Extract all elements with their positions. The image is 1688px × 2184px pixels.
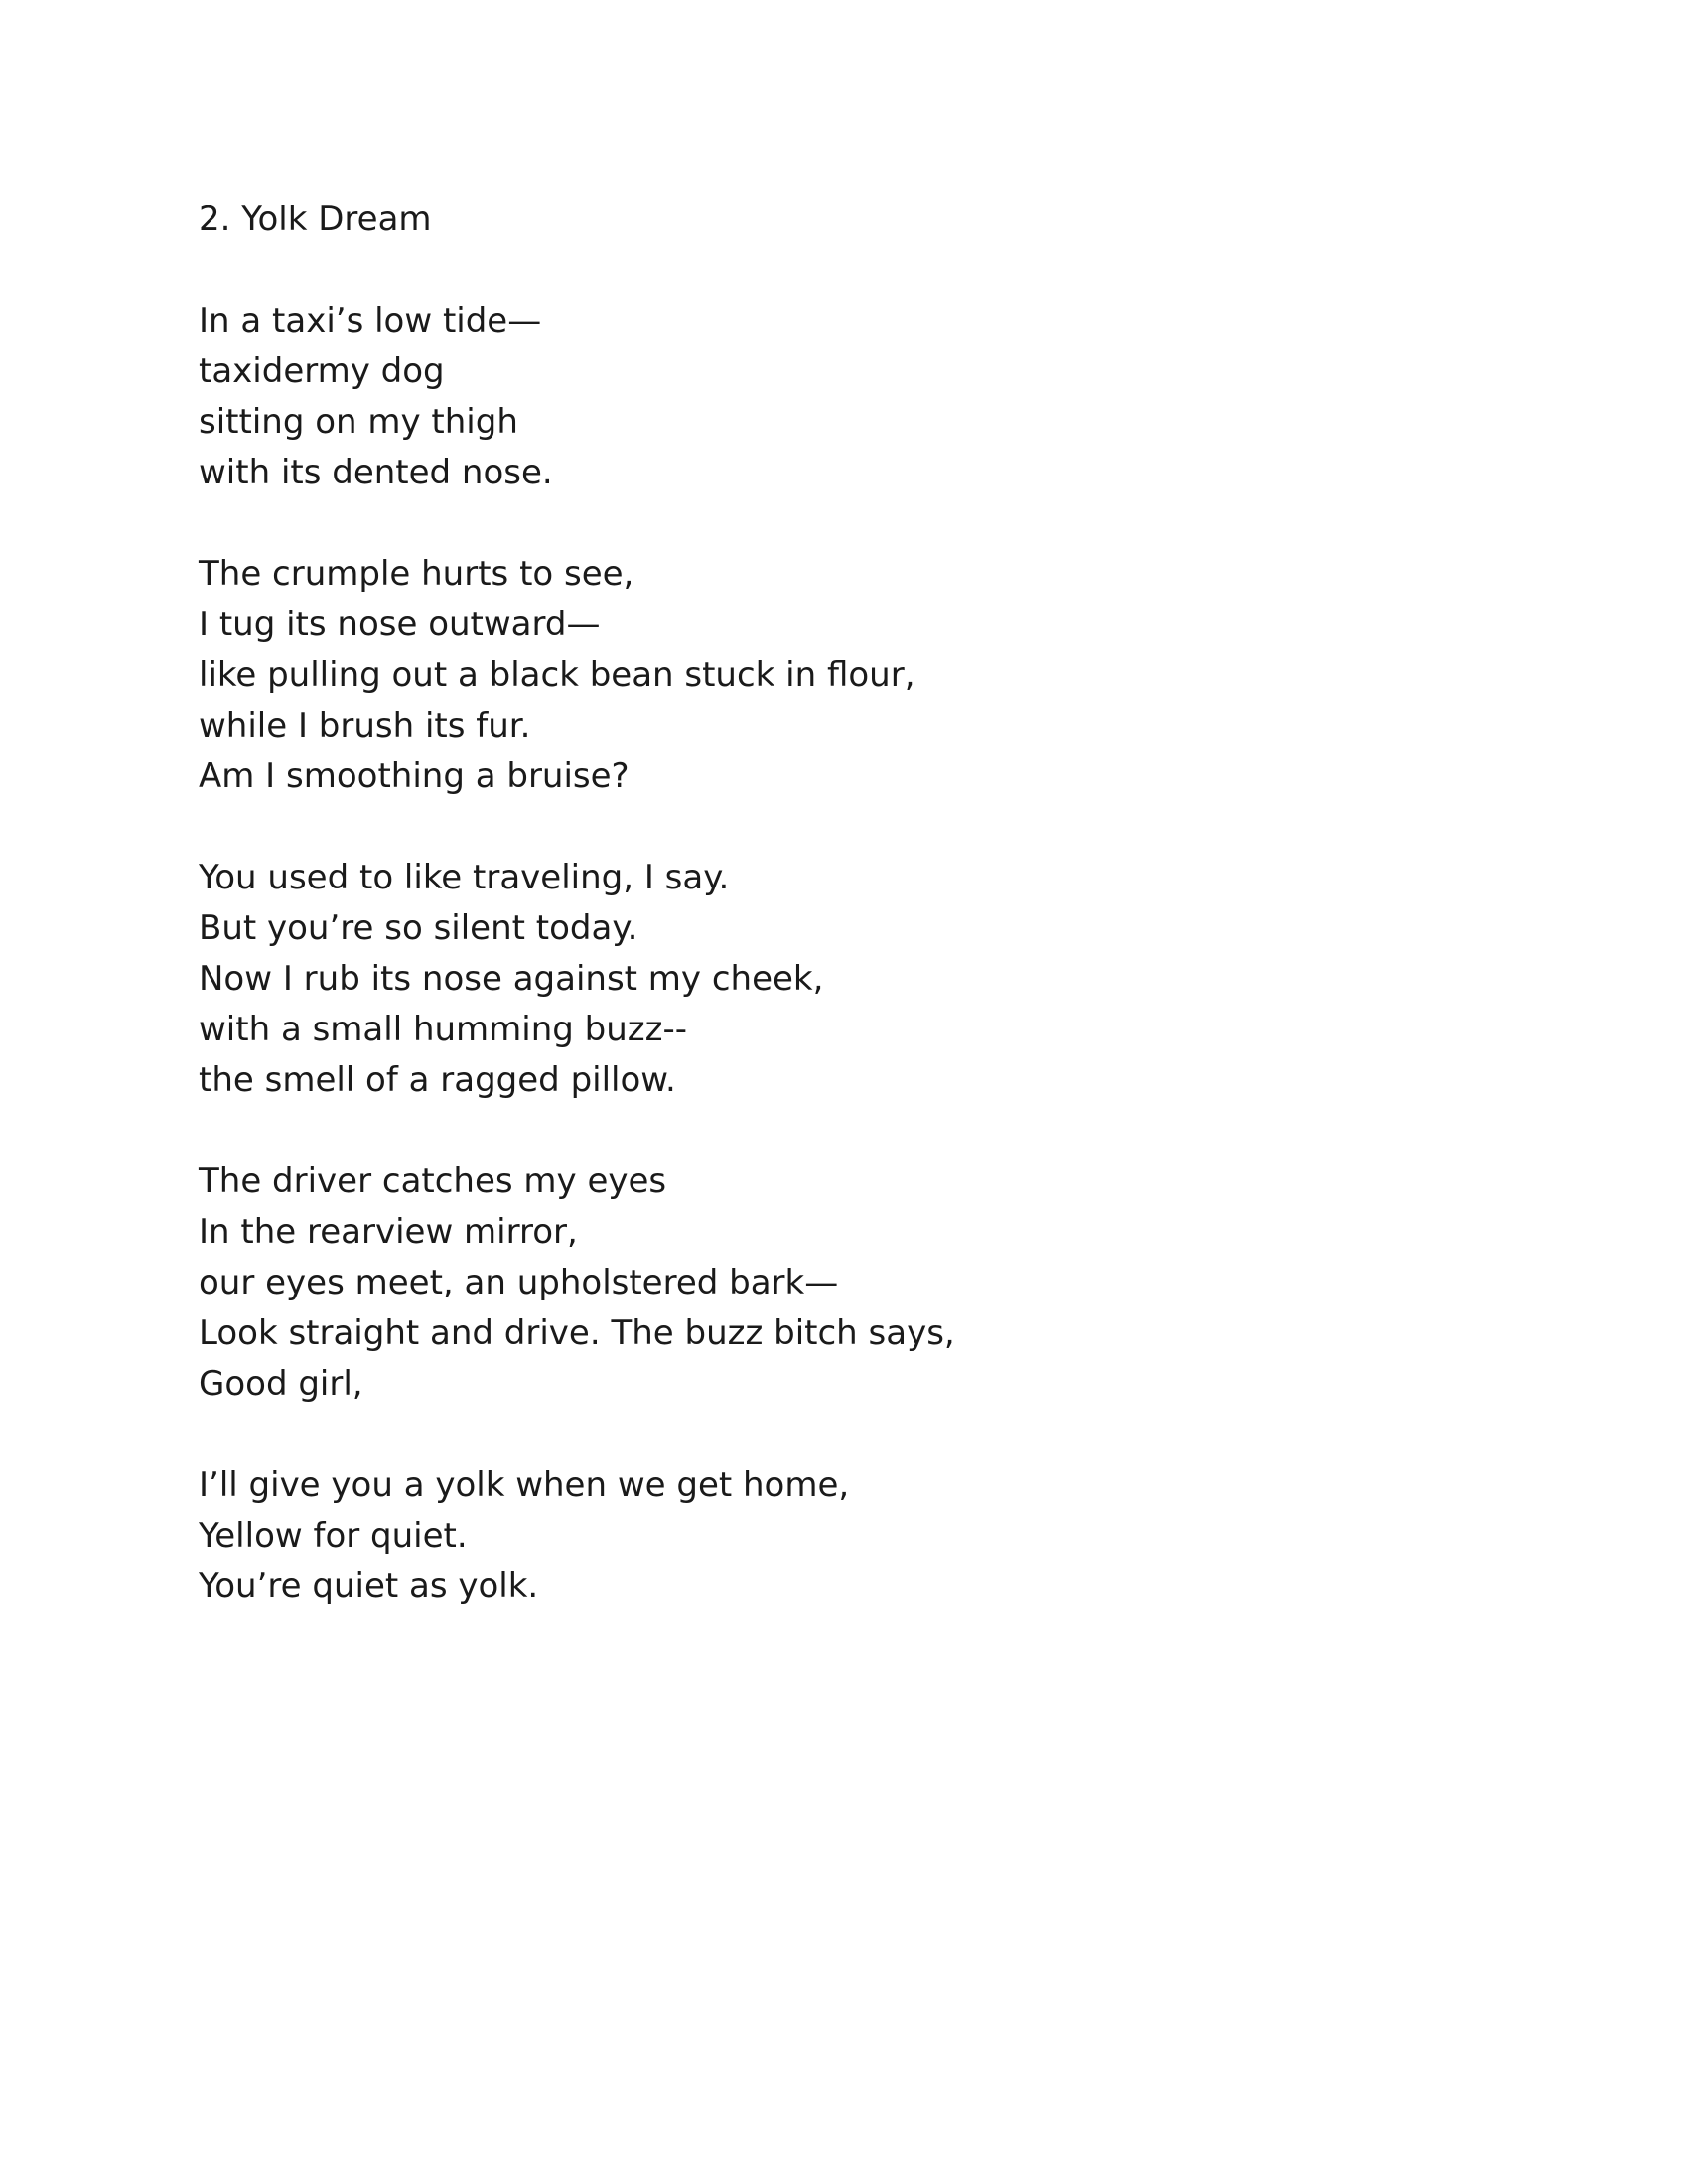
stanza-1: [199, 296, 1489, 498]
poem-line: Now I rub its nose against my cheek,: [199, 959, 824, 999]
poem-line: Look straight and drive. The buzz bitch says,: [199, 1313, 955, 1353]
poem-line: I’ll give you a yolk when we get home,: [199, 1465, 850, 1505]
poem-line: You’re quiet as yolk.: [199, 1567, 539, 1606]
poem: [199, 195, 1489, 1663]
poem-title: 2. Yolk Dream: [199, 200, 432, 239]
poem-line: Yellow for quiet.: [199, 1516, 468, 1556]
stanza-2: [199, 549, 1489, 802]
poem-line: The driver catches my eyes: [199, 1161, 667, 1201]
poem-line: In a taxi’s low tide—: [199, 301, 542, 341]
poem-line: with a small humming buzz--: [199, 1010, 688, 1049]
poem-line: our eyes meet, an upholstered bark—: [199, 1263, 839, 1302]
poem-line: I tug its nose outward—: [199, 605, 601, 644]
poem-line: You used to like traveling, I say.: [199, 858, 730, 897]
stanza-3: [199, 853, 1489, 1106]
poem-line: taxidermy dog: [199, 351, 445, 391]
poem-line: In the rearview mirror,: [199, 1212, 578, 1252]
poem-line: Good girl,: [199, 1364, 363, 1404]
poem-line: the smell of a ragged pillow.: [199, 1060, 676, 1100]
stanza-4: [199, 1157, 1489, 1410]
poem-line: The crumple hurts to see,: [199, 554, 634, 594]
poem-line: Am I smoothing a bruise?: [199, 756, 630, 796]
poem-line: while I brush its fur.: [199, 706, 531, 746]
poem-line: with its dented nose.: [199, 453, 553, 492]
poem-line: like pulling out a black bean stuck in flour,: [199, 655, 915, 695]
stanza-5: [199, 1460, 1489, 1612]
poem-line: sitting on my thigh: [199, 402, 518, 442]
poem-line: But you’re so silent today.: [199, 908, 638, 948]
